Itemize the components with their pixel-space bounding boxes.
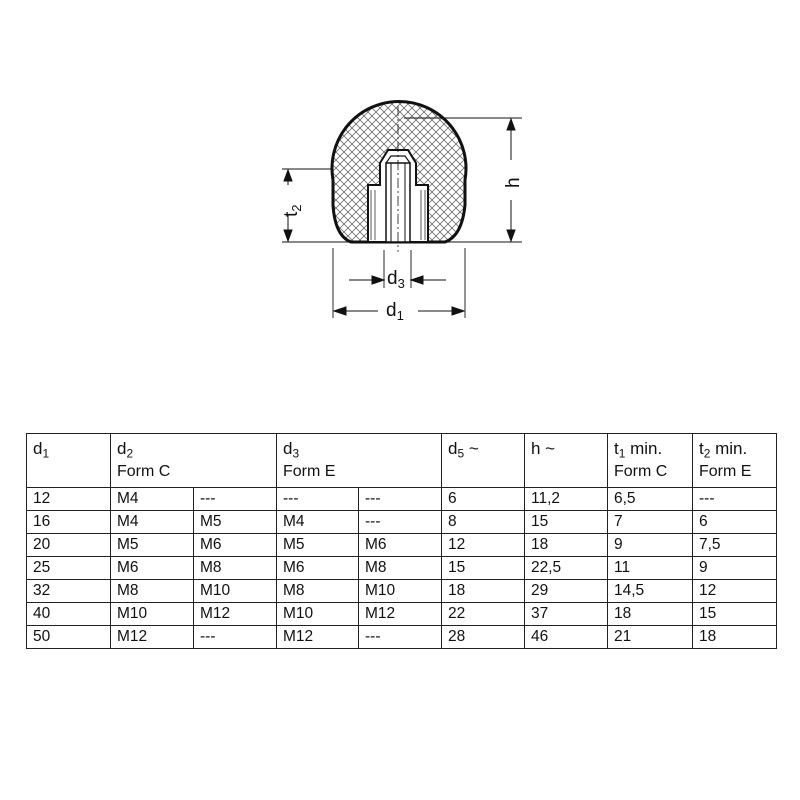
- table-cell: 7: [608, 511, 693, 534]
- table-cell: 18: [693, 626, 777, 649]
- table-cell: 12: [693, 580, 777, 603]
- table-cell: M4: [111, 511, 194, 534]
- label-t2: [281, 204, 304, 217]
- label-h: h: [503, 177, 524, 188]
- table-cell: 9: [693, 557, 777, 580]
- table-cell: 40: [27, 603, 111, 626]
- table-cell: ---: [359, 488, 442, 511]
- table-cell: 20: [27, 534, 111, 557]
- table-cell: M12: [277, 626, 359, 649]
- table-cell: 15: [693, 603, 777, 626]
- table-cell: ---: [194, 626, 277, 649]
- header-t1-form: Form C: [614, 463, 668, 481]
- table-cell: M12: [359, 603, 442, 626]
- table-cell: M5: [194, 511, 277, 534]
- table-cell: 22: [442, 603, 525, 626]
- table-cell: M6: [359, 534, 442, 557]
- table-cell: 46: [525, 626, 608, 649]
- table-cell: M6: [277, 557, 359, 580]
- table-row: [27, 511, 777, 534]
- table-cell: 18: [442, 580, 525, 603]
- table-row: [27, 603, 777, 626]
- table-cell: 8: [442, 511, 525, 534]
- table-cell: 12: [27, 488, 111, 511]
- table-cell: 16: [27, 511, 111, 534]
- table-cell: 6: [693, 511, 777, 534]
- table-cell: 15: [442, 557, 525, 580]
- table-cell: 37: [525, 603, 608, 626]
- header-h: h ~: [525, 434, 608, 488]
- dimensions-table: [26, 433, 777, 649]
- table-cell: 11: [608, 557, 693, 580]
- table-cell: M4: [277, 511, 359, 534]
- table-cell: M5: [277, 534, 359, 557]
- table-cell: 28: [442, 626, 525, 649]
- table-cell: 25: [27, 557, 111, 580]
- table-cell: M10: [359, 580, 442, 603]
- table-cell: 12: [442, 534, 525, 557]
- header-d1: $d_1$: [27, 434, 111, 488]
- table-cell: M10: [194, 580, 277, 603]
- table-cell: 7,5: [693, 534, 777, 557]
- table-cell: M6: [194, 534, 277, 557]
- table-row: [27, 626, 777, 649]
- table-cell: 29: [525, 580, 608, 603]
- table-cell: M6: [111, 557, 194, 580]
- table-body: [27, 488, 777, 649]
- header-t2: $t_2$ min. Form E: [693, 434, 777, 488]
- table-cell: ---: [359, 626, 442, 649]
- table-cell: M8: [359, 557, 442, 580]
- table-cell: 11,2: [525, 488, 608, 511]
- table-row: [27, 557, 777, 580]
- label-d1: $d_1$: [386, 300, 404, 323]
- table-cell: 6: [442, 488, 525, 511]
- header-d2-form: Form C: [117, 463, 171, 481]
- table-cell: ---: [359, 511, 442, 534]
- table-cell: 22,5: [525, 557, 608, 580]
- knob-section: [332, 101, 466, 242]
- table-row: [27, 488, 777, 511]
- table-header-row: [27, 434, 777, 488]
- table-cell: M12: [194, 603, 277, 626]
- table-cell: M8: [194, 557, 277, 580]
- table-cell: 32: [27, 580, 111, 603]
- table-cell: 18: [525, 534, 608, 557]
- table-cell: 21: [608, 626, 693, 649]
- table-cell: 15: [525, 511, 608, 534]
- table-cell: M8: [111, 580, 194, 603]
- label-d3: $d_3$: [387, 268, 405, 291]
- table-cell: ---: [194, 488, 277, 511]
- header-t1: $t_1$ min. Form C: [608, 434, 693, 488]
- table-cell: 18: [608, 603, 693, 626]
- table-cell: M8: [277, 580, 359, 603]
- table-cell: M10: [111, 603, 194, 626]
- table-cell: 50: [27, 626, 111, 649]
- table-cell: M10: [277, 603, 359, 626]
- header-d3-form: Form E: [283, 463, 336, 481]
- header-d2: $d_2$ Form C: [111, 434, 277, 488]
- table-cell: ---: [693, 488, 777, 511]
- header-d3: $d_3$ Form E: [277, 434, 442, 488]
- table-cell: 9: [608, 534, 693, 557]
- table-cell: M12: [111, 626, 194, 649]
- header-t2-form: Form E: [699, 463, 752, 481]
- table-cell: 6,5: [608, 488, 693, 511]
- table-cell: M4: [111, 488, 194, 511]
- table-cell: 14,5: [608, 580, 693, 603]
- table-cell: ---: [277, 488, 359, 511]
- table-row: [27, 534, 777, 557]
- svg-text:t2: $t_2$: [281, 204, 304, 217]
- table-row: [27, 580, 777, 603]
- table-cell: M5: [111, 534, 194, 557]
- header-d5: $d_5$ ~: [442, 434, 525, 488]
